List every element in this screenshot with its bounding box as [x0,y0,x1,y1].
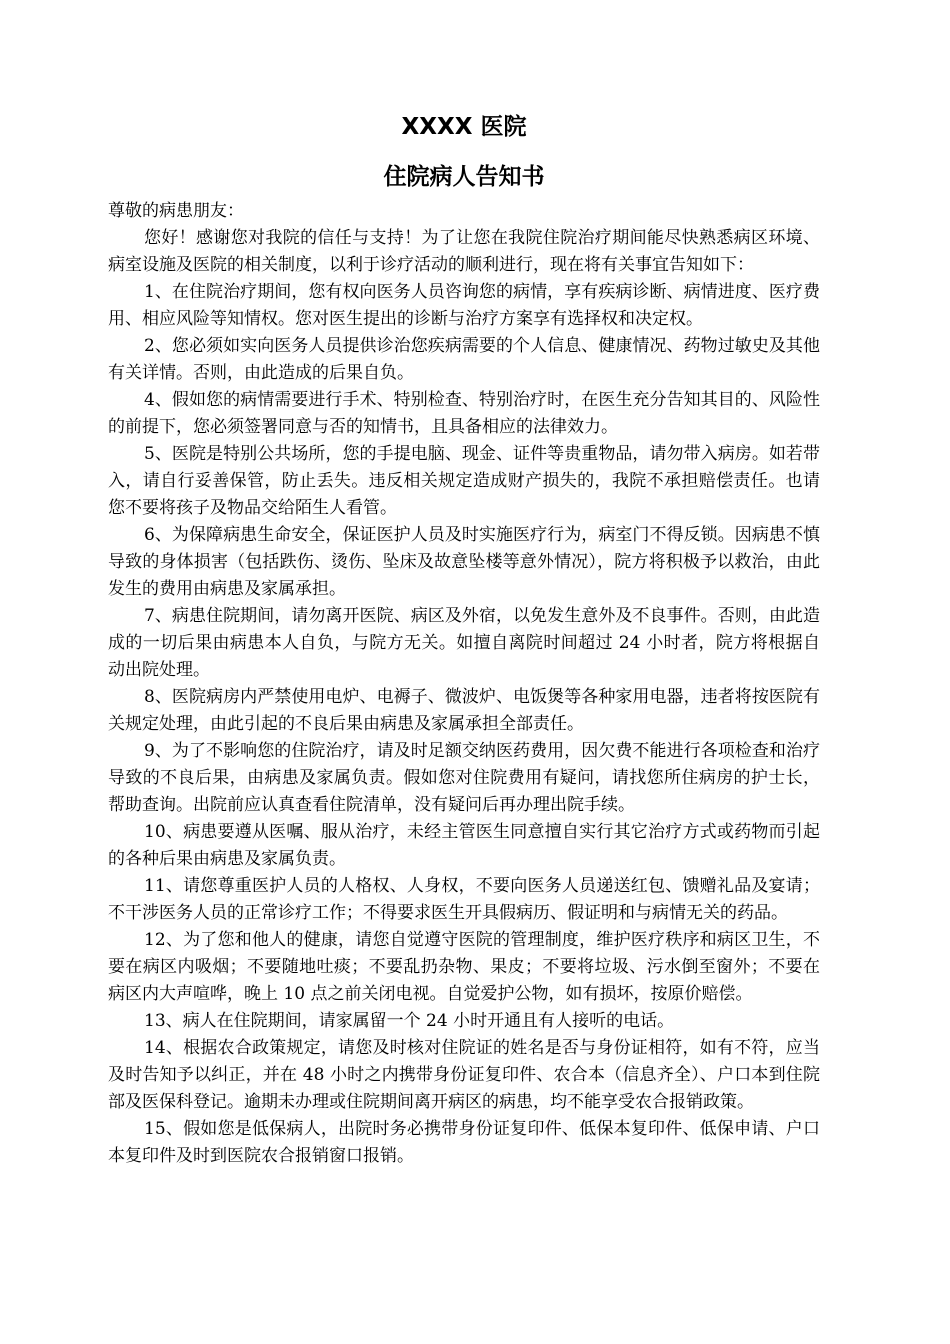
clause-5: 5、医院是特别公共场所，您的手提电脑、现金、证件等贵重物品，请勿带入病房。如若带入，请自行妥善保管，防止丢失。违反相关规定造成财产损失的，我院不承担赔偿责任。也请您不要将孩子及物品交给陌生人看管。 [108,444,820,518]
clause-15: 15、假如您是低保病人，出院时务必携带身份证复印件、低保本复印件、低保申请、户口本复印件及时到医院农合报销窗口报销。 [108,1119,820,1166]
hospital-name: XXXX 医院 [401,114,527,140]
document-page [108,104,820,1170]
clause-7: 7、病患住院期间，请勿离开医院、病区及外宿，以免发生意外及不良事件。否则，由此造成的一切后果由病患本人自负，与院方无关。如擅自离院时间超过 24 小时者，院方将根据自动出院处理。 [108,606,820,680]
clause-13: 13、病人在住院期间，请家属留一个 24 小时开通且有人接听的电话。 [144,1011,675,1031]
clause-6: 6、为保障病患生命安全，保证医护人员及时实施医疗行为，病室门不得反锁。因病患不慎导致的身体损害（包括跌伤、烫伤、坠床及故意坠楼等意外情况），院方将积极予以救治，由此发生的费用由病患及家属承担。 [108,525,820,599]
clause-9: 9、为了不影响您的住院治疗，请及时足额交纳医药费用，因欠费不能进行各项检查和治疗导致的不良后果，由病患及家属负责。假如您对住院费用有疑问，请找您所住病房的护士长，帮助查询。出院前应认真查看住院清单，没有疑问后再办理出院手续。 [108,741,820,815]
clause-8: 8、医院病房内严禁使用电炉、电褥子、微波炉、电饭煲等各种家用电器，违者将按医院有关规定处理，由此引起的不良后果由病患及家属承担全部责任。 [108,687,820,734]
clause-14: 14、根据农合政策规定，请您及时核对住院证的姓名是否与身份证相符，如有不符，应当及时告知予以纠正，并在 48 小时之内携带身份证复印件、农合本（信息齐全）、户口本到住院部及医保科登记。逾期未办理或住院期间离开病区的病患，均不能享受农合报销政策。 [108,1038,820,1112]
document-title: 住院病人告知书 [383,164,545,190]
salutation: 尊敬的病患朋友： [108,201,244,221]
intro-paragraph: 您好！感谢您对我院的信任与支持！为了让您在我院住院治疗期间能尽快熟悉病区环境、病室设施及医院的相关制度，以利于诊疗活动的顺利进行，现在将有关事宜告知如下： [108,228,820,275]
clause-11: 11、请您尊重医护人员的人格权、人身权，不要向医务人员递送红包、馈赠礼品及宴请；不干涉医务人员的正常诊疗工作；不得要求医生开具假病历、假证明和与病情无关的药品。 [108,876,820,923]
clause-2: 2、您必须如实向医务人员提供诊治您疾病需要的个人信息、健康情况、药物过敏史及其他有关详情。否则，由此造成的后果自负。 [108,336,820,383]
clause-10: 10、病患要遵从医嘱、服从治疗，未经主管医生同意擅自实行其它治疗方式或药物而引起的各种后果由病患及家属负责。 [108,822,820,869]
clause-4: 4、假如您的病情需要进行手术、特别检查、特别治疗时，在医生充分告知其目的、风险性的前提下，您必须签署同意与否的知情书，且具备相应的法律效力。 [108,390,820,437]
clause-12: 12、为了您和他人的健康，请您自觉遵守医院的管理制度，维护医疗秩序和病区卫生，不要在病区内吸烟；不要随地吐痰；不要乱扔杂物、果皮；不要将垃圾、污水倒至窗外；不要在病区内大声喧哗，晚上 10 点之前关闭电视。自觉爱护公物，如有损坏，按原价赔偿。 [108,930,820,1004]
clause-1: 1、在住院治疗期间，您有权向医务人员咨询您的病情，享有疾病诊断、病情进度、医疗费用、相应风险等知情权。您对医生提出的诊断与治疗方案享有选择权和决定权。 [108,282,820,329]
